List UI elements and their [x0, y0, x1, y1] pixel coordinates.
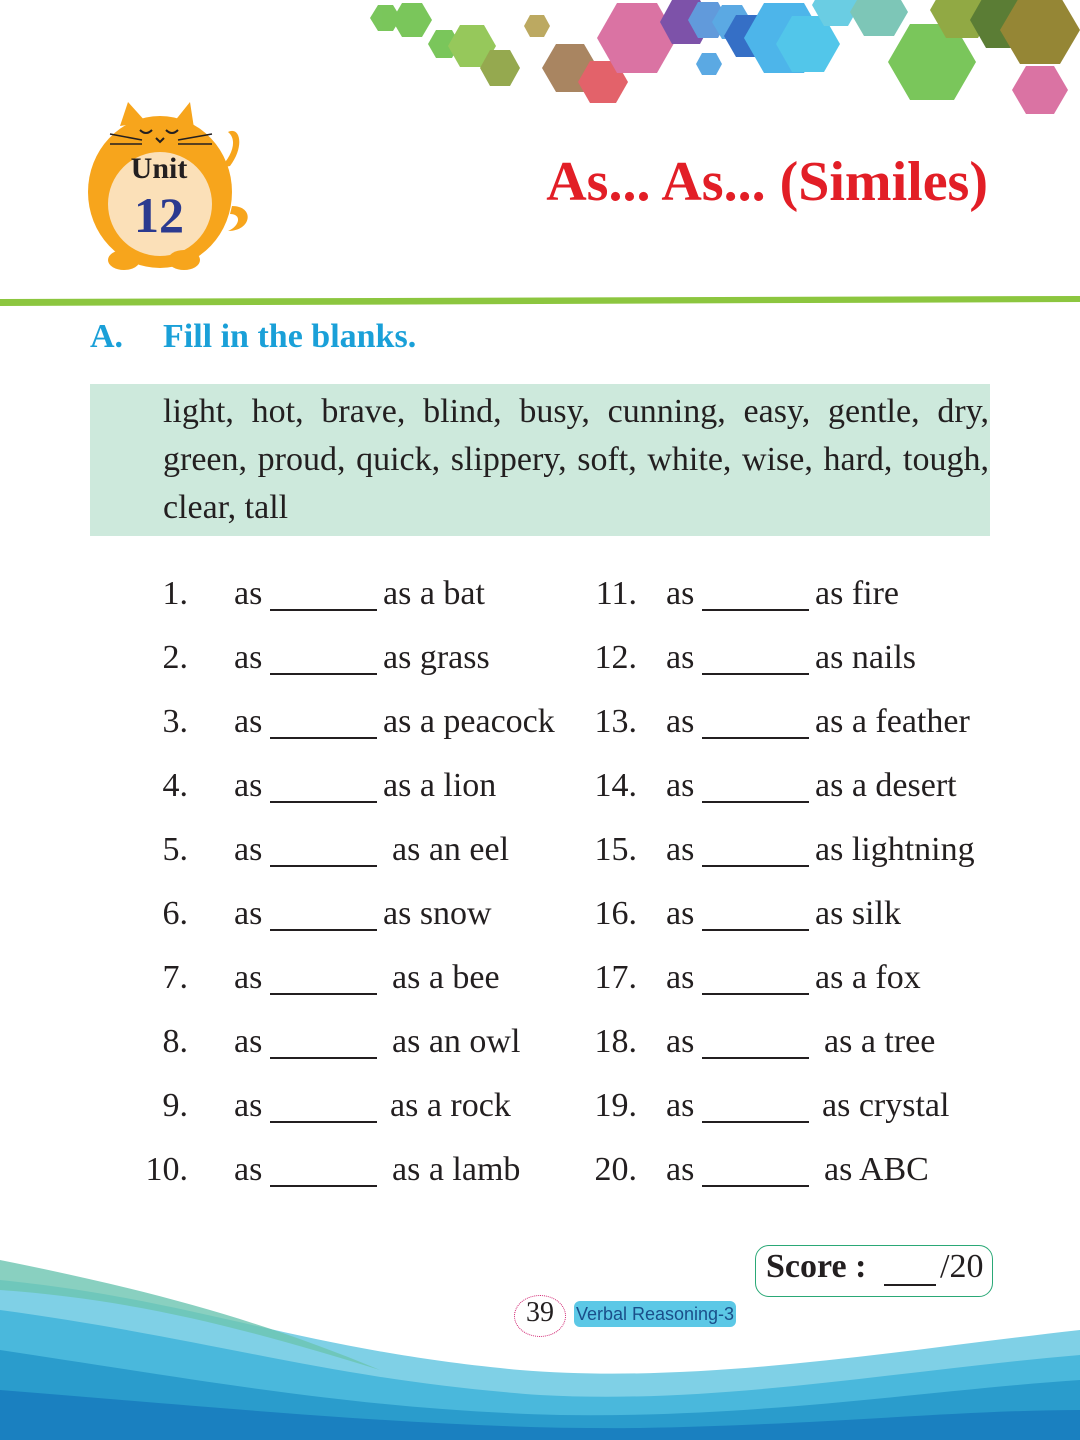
question-number: 15. [594, 831, 637, 868]
question-row [0, 958, 1080, 998]
answer-blank[interactable] [702, 673, 809, 675]
question-number: 5. [162, 831, 188, 868]
question-number: 8. [162, 1023, 188, 1060]
question-as: as [666, 575, 695, 612]
answer-blank[interactable] [702, 993, 809, 995]
question-as: as [666, 1023, 695, 1060]
section-letter: A. [90, 318, 124, 355]
question-comparison: as a fox [815, 959, 921, 996]
question-comparison: as lightning [815, 831, 975, 868]
question-as: as [666, 639, 695, 676]
question-comparison: as a lamb [392, 1151, 521, 1188]
question-comparison: as fire [815, 575, 900, 612]
question-comparison: as a lion [383, 767, 497, 804]
question-as: as [234, 959, 263, 996]
question-as: as [666, 703, 695, 740]
question-row [0, 574, 1080, 614]
divider [0, 296, 1080, 306]
question-number: 10. [145, 1151, 188, 1188]
question-number: 4. [162, 767, 188, 804]
question-row [0, 1022, 1080, 1062]
question-row [0, 766, 1080, 806]
page-number: 39 [526, 1297, 554, 1328]
question-as: as [234, 767, 263, 804]
question-number: 9. [162, 1087, 188, 1124]
question-comparison: as ABC [824, 1151, 929, 1188]
unit-number: 12 [134, 187, 184, 243]
question-comparison: as an owl [392, 1023, 521, 1060]
page-title: As... As... (Similes) [546, 151, 988, 213]
question-as: as [666, 1087, 695, 1124]
question-comparison: as nails [815, 639, 917, 676]
question-number: 2. [162, 639, 188, 676]
question-as: as [234, 703, 263, 740]
question-number: 12. [594, 639, 637, 676]
score-label: Score : [766, 1248, 867, 1285]
question-comparison: as a desert [815, 767, 957, 804]
section-instruction: Fill in the blanks. [163, 318, 417, 355]
question-number: 1. [162, 575, 188, 612]
question-as: as [234, 639, 263, 676]
question-as: as [234, 1023, 263, 1060]
question-row [0, 1086, 1080, 1126]
question-as: as [234, 1151, 263, 1188]
question-number: 16. [594, 895, 637, 932]
answer-blank[interactable] [702, 1121, 809, 1123]
score-total: /20 [940, 1248, 984, 1285]
question-as: as [666, 959, 695, 996]
answer-blank[interactable] [702, 929, 809, 931]
unit-label: Unit [130, 152, 188, 185]
question-as: as [234, 831, 263, 868]
question-comparison: as a tree [824, 1023, 936, 1060]
question-as: as [234, 575, 263, 612]
question-comparison: as a peacock [383, 703, 555, 740]
answer-blank[interactable] [702, 1057, 809, 1059]
answer-blank[interactable] [702, 737, 809, 739]
question-as: as [234, 1087, 263, 1124]
question-row [0, 894, 1080, 934]
question-comparison: as grass [383, 639, 490, 676]
question-comparison: as silk [815, 895, 901, 932]
book-title: Verbal Reasoning-3 [574, 1301, 736, 1327]
question-number: 6. [162, 895, 188, 932]
question-as: as [234, 895, 263, 932]
question-number: 19. [594, 1087, 637, 1124]
question-comparison: as an eel [392, 831, 510, 868]
answer-blank[interactable] [702, 1185, 809, 1187]
question-as: as [666, 895, 695, 932]
question-number: 3. [162, 703, 188, 740]
question-number: 7. [162, 959, 188, 996]
question-comparison: as a bee [392, 959, 500, 996]
question-number: 13. [594, 703, 637, 740]
question-comparison: as crystal [822, 1087, 950, 1124]
question-as: as [666, 767, 695, 804]
answer-blank[interactable] [702, 801, 809, 803]
answer-blank[interactable] [702, 609, 809, 611]
question-row [0, 702, 1080, 742]
question-as: as [666, 1151, 695, 1188]
question-number: 17. [594, 959, 637, 996]
question-comparison: as a rock [390, 1087, 511, 1124]
question-number: 14. [594, 767, 637, 804]
question-row [0, 1150, 1080, 1190]
question-comparison: as snow [383, 895, 492, 932]
wave-pattern [0, 1260, 1080, 1440]
question-as: as [666, 831, 695, 868]
question-row [0, 638, 1080, 678]
question-comparison: as a bat [383, 575, 485, 612]
question-row [0, 830, 1080, 870]
question-number: 18. [594, 1023, 637, 1060]
question-comparison: as a feather [815, 703, 970, 740]
answer-blank[interactable] [702, 865, 809, 867]
question-number: 20. [594, 1151, 637, 1188]
word-bank: light, hot, brave, blind, busy, cunning, easy, gentle, dry, green, proud, quick, slippery, soft, white, wise, hard, tough, clear, tall [163, 393, 989, 526]
question-number: 11. [595, 575, 637, 612]
